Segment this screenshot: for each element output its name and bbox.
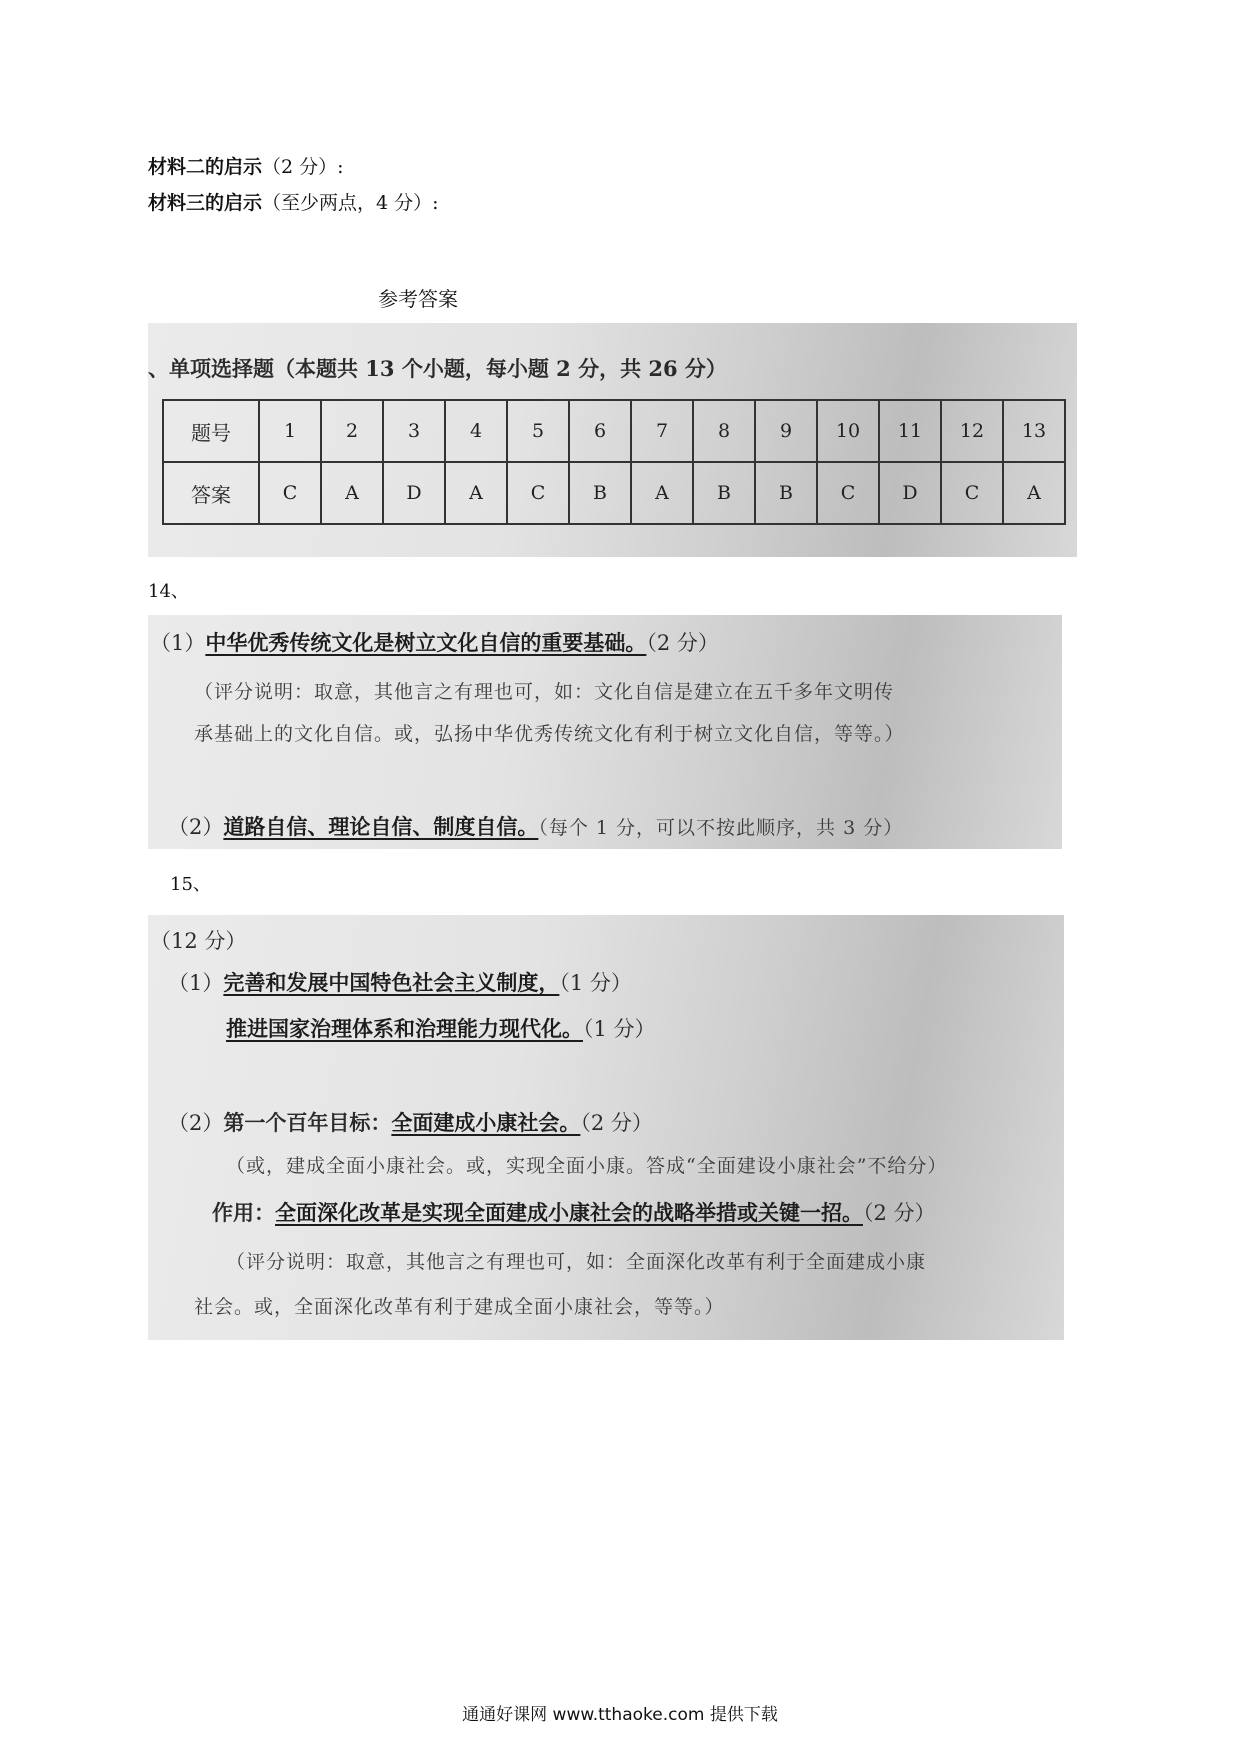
table-cell: 11 [879, 400, 941, 462]
row-label-answer: 答案 [163, 462, 259, 524]
table-cell: 2 [321, 400, 383, 462]
table-cell: 1 [259, 400, 321, 462]
choice-section-heading: 、单项选择题（本题共 13 个小题，每小题 2 分，共 26 分） [148, 356, 727, 381]
q15-part1-a [168, 967, 632, 997]
page-footer: 通通好课网 www.tthaoke.com 提供下载 [462, 1705, 778, 1725]
q15-part1-prefix: （1） [168, 971, 224, 995]
table-cell: A [631, 462, 693, 524]
q14-part1 [150, 627, 719, 657]
table-cell: 4 [445, 400, 507, 462]
table-cell: C [259, 462, 321, 524]
table-cell: C [507, 462, 569, 524]
table-cell: D [383, 462, 445, 524]
q15-role-note-a: （评分说明：取意，其他言之有理也可，如：全面深化改革有利于全面建成小康 [226, 1251, 927, 1273]
choice-answer-table [162, 399, 1066, 525]
q15-role [212, 1197, 936, 1227]
question-material-3-title: 材料三的启示 [148, 192, 263, 214]
table-cell: 9 [755, 400, 817, 462]
table-cell: B [693, 462, 755, 524]
q14-part1-note-a: （评分说明：取意，其他言之有理也可，如：文化自信是建立在五千多年文明传 [194, 681, 895, 703]
table-cell: 3 [383, 400, 445, 462]
q14-part1-prefix: （1） [150, 631, 206, 655]
q14-part1-answer: 中华优秀传统文化是树立文化自信的重要基础。 [205, 630, 647, 655]
q15-part2-score: （2 分） [580, 1111, 653, 1135]
q14-part2 [168, 811, 903, 841]
q15-role-answer: 全面深化改革是实现全面建成小康社会的战略举措或关键一招。 [275, 1200, 863, 1225]
q14-part2-prefix: （2） [168, 815, 224, 839]
q15-role-note-b: 社会。或，全面深化改革有利于建成全面小康社会，等等。） [194, 1296, 725, 1318]
question-material-3 [148, 188, 439, 215]
table-cell: A [445, 462, 507, 524]
table-cell: 8 [693, 400, 755, 462]
question-material-2-score: （2 分）: [262, 156, 344, 178]
q14-part2-answer: 道路自信、理论自信、制度自信。 [223, 814, 539, 839]
q14-part1-score: （2 分） [646, 631, 719, 655]
table-cell: 13 [1003, 400, 1065, 462]
table-cell: B [755, 462, 817, 524]
table-cell: 10 [817, 400, 879, 462]
table-cell: A [1003, 462, 1065, 524]
table-cell: A [321, 462, 383, 524]
table-cell: 5 [507, 400, 569, 462]
table-cell: B [569, 462, 631, 524]
question-15-label: 15、 [170, 874, 211, 895]
question-material-2 [148, 152, 344, 179]
q15-part2-lead: 第一个百年目标： [223, 1110, 392, 1135]
question-14-label: 14、 [148, 581, 189, 602]
table-row-answers [163, 462, 1065, 524]
table-cell: 6 [569, 400, 631, 462]
q15-part2 [168, 1107, 653, 1137]
q15-role-score: （2 分） [863, 1201, 936, 1225]
row-label-number: 题号 [163, 400, 259, 462]
table-cell: C [817, 462, 879, 524]
q14-part1-note-b: 承基础上的文化自信。或，弘扬中华优秀传统文化有利于树立文化自信，等等。） [194, 723, 905, 745]
q15-part1-a-answer: 完善和发展中国特色社会主义制度， [223, 970, 560, 995]
q15-part1-b [226, 1013, 656, 1043]
q15-part1-b-score: （1 分） [583, 1017, 656, 1041]
table-cell: D [879, 462, 941, 524]
answer-title: 参考答案 [378, 287, 458, 311]
question-material-2-title: 材料二的启示 [148, 156, 263, 178]
q15-part2-answer: 全面建成小康社会。 [391, 1110, 581, 1135]
table-cell: 12 [941, 400, 1003, 462]
table-cell: C [941, 462, 1003, 524]
question-14-photo [148, 615, 1062, 849]
q14-part2-score: （每个 1 分，可以不按此顺序，共 3 分） [538, 817, 904, 839]
q15-part2-note: （或，建成全面小康社会。或，实现全面小康。答成“全面建设小康社会”不给分） [226, 1155, 948, 1177]
q15-part1-a-score: （1 分） [559, 971, 632, 995]
question-material-3-score: （至少两点，4 分）: [262, 192, 439, 214]
q15-total-score: （12 分） [150, 929, 247, 953]
table-cell: 7 [631, 400, 693, 462]
q15-part1-b-answer: 推进国家治理体系和治理能力现代化。 [226, 1016, 583, 1041]
q15-role-lead: 作用： [212, 1200, 275, 1225]
choice-answer-photo [148, 323, 1077, 557]
q15-part2-prefix: （2） [168, 1111, 224, 1135]
question-15-photo [148, 915, 1064, 1340]
table-row-numbers [163, 400, 1065, 462]
